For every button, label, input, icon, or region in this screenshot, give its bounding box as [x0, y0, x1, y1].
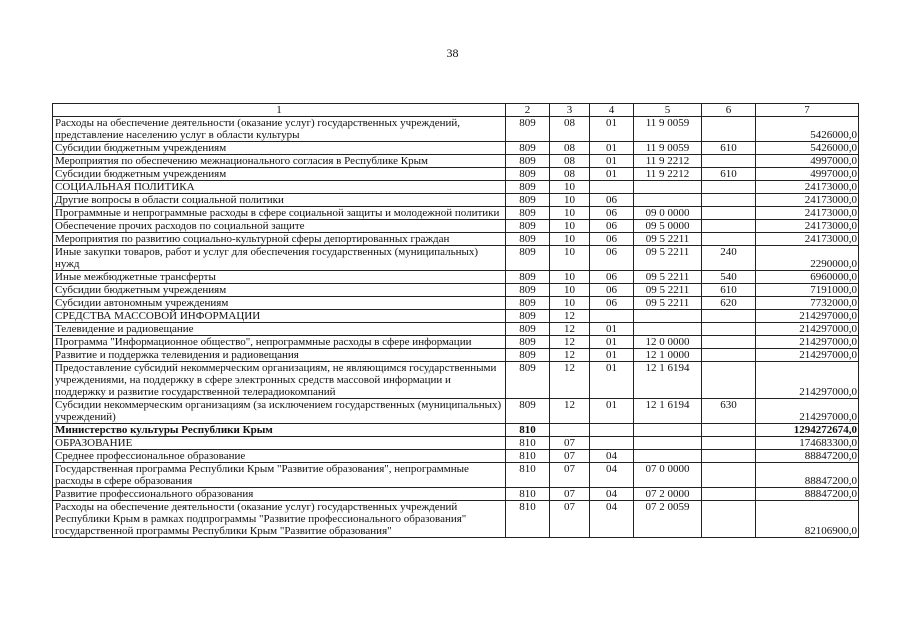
expense-type-cell: [702, 233, 756, 246]
expense-type-cell: [702, 362, 756, 399]
amount-cell: 88847200,0: [756, 463, 859, 488]
expense-type-cell: 610: [702, 284, 756, 297]
amount-cell: 214297000,0: [756, 349, 859, 362]
table-row: [53, 233, 859, 246]
expense-type-cell: [702, 323, 756, 336]
table-row: [53, 168, 859, 181]
expense-type-cell: 240: [702, 246, 756, 271]
row-name-cell: Расходы на обеспечение деятельности (оказание услуг) государственных учреждений Республики Крым в рамках подпрограммы "Развитие профессионального образования" государственной программы Республики Крым "Развитие образования": [53, 501, 506, 538]
target-article-cell: 12 0 0000: [634, 336, 702, 349]
table-row: [53, 271, 859, 284]
row-name-cell: Обеспечение прочих расходов по социальной защите: [53, 220, 506, 233]
section-code-cell: 12: [550, 336, 590, 349]
section-code-cell: 12: [550, 349, 590, 362]
amount-cell: 7191000,0: [756, 284, 859, 297]
ministry-code-cell: 809: [506, 349, 550, 362]
ministry-code-cell: 810: [506, 424, 550, 437]
subsection-code-cell: 06: [590, 271, 634, 284]
target-article-cell: 09 5 2211: [634, 246, 702, 271]
table-header-row: [53, 104, 859, 117]
subsection-code-cell: 06: [590, 233, 634, 246]
amount-cell: 214297000,0: [756, 399, 859, 424]
target-article-cell: 09 5 2211: [634, 297, 702, 310]
row-name-cell: Среднее профессиональное образование: [53, 450, 506, 463]
subsection-code-cell: [590, 424, 634, 437]
expense-type-cell: [702, 501, 756, 538]
header-cell: 5: [634, 104, 702, 117]
target-article-cell: 07 2 0000: [634, 488, 702, 501]
target-article-cell: 12 1 6194: [634, 362, 702, 399]
table-row: [53, 399, 859, 424]
subsection-code-cell: 01: [590, 142, 634, 155]
section-code-cell: 10: [550, 246, 590, 271]
subsection-code-cell: 01: [590, 336, 634, 349]
table-row: [53, 463, 859, 488]
amount-cell: 174683300,0: [756, 437, 859, 450]
row-name-cell: Другие вопросы в области социальной политики: [53, 194, 506, 207]
ministry-code-cell: 809: [506, 117, 550, 142]
expense-type-cell: [702, 207, 756, 220]
amount-cell: 214297000,0: [756, 362, 859, 399]
target-article-cell: [634, 437, 702, 450]
target-article-cell: 09 5 2211: [634, 284, 702, 297]
subsection-code-cell: 01: [590, 362, 634, 399]
row-name-cell: СОЦИАЛЬНАЯ ПОЛИТИКА: [53, 181, 506, 194]
expense-type-cell: [702, 424, 756, 437]
ministry-code-cell: 810: [506, 463, 550, 488]
row-name-cell: Иные межбюджетные трансферты: [53, 271, 506, 284]
ministry-code-cell: 809: [506, 168, 550, 181]
ministry-code-cell: 810: [506, 501, 550, 538]
header-cell: 6: [702, 104, 756, 117]
target-article-cell: [634, 181, 702, 194]
ministry-code-cell: 809: [506, 194, 550, 207]
expense-type-cell: 630: [702, 399, 756, 424]
amount-cell: 88847200,0: [756, 488, 859, 501]
amount-cell: 24173000,0: [756, 220, 859, 233]
table-row: [53, 194, 859, 207]
subsection-code-cell: 04: [590, 450, 634, 463]
target-article-cell: [634, 450, 702, 463]
table-row: [53, 155, 859, 168]
ministry-code-cell: 809: [506, 220, 550, 233]
expense-type-cell: [702, 117, 756, 142]
target-article-cell: 09 5 2211: [634, 233, 702, 246]
amount-cell: 6960000,0: [756, 271, 859, 284]
section-code-cell: 10: [550, 271, 590, 284]
table-row: [53, 117, 859, 142]
header-cell: 3: [550, 104, 590, 117]
row-name-cell: Субсидии бюджетным учреждениям: [53, 142, 506, 155]
section-code-cell: 10: [550, 207, 590, 220]
ministry-code-cell: 809: [506, 271, 550, 284]
expense-type-cell: 610: [702, 168, 756, 181]
expense-type-cell: [702, 349, 756, 362]
ministry-code-cell: 809: [506, 233, 550, 246]
table-row: [53, 488, 859, 501]
subsection-code-cell: 04: [590, 488, 634, 501]
amount-cell: 82106900,0: [756, 501, 859, 538]
subsection-code-cell: 04: [590, 501, 634, 538]
section-code-cell: 10: [550, 284, 590, 297]
target-article-cell: 11 9 2212: [634, 168, 702, 181]
row-name-cell: Субсидии некоммерческим организациям (за исключением государственных (муниципальных) учреждений): [53, 399, 506, 424]
row-name-cell: Иные закупки товаров, работ и услуг для обеспечения государственных (муниципальных) нужд: [53, 246, 506, 271]
target-article-cell: 11 9 0059: [634, 142, 702, 155]
budget-table: [52, 103, 859, 538]
subsection-code-cell: 06: [590, 246, 634, 271]
section-code-cell: 08: [550, 155, 590, 168]
subsection-code-cell: 01: [590, 399, 634, 424]
ministry-code-cell: 809: [506, 336, 550, 349]
amount-cell: 24173000,0: [756, 194, 859, 207]
expense-type-cell: [702, 220, 756, 233]
amount-cell: 5426000,0: [756, 117, 859, 142]
expense-type-cell: [702, 181, 756, 194]
amount-cell: 24173000,0: [756, 181, 859, 194]
header-cell: 7: [756, 104, 859, 117]
amount-cell: 24173000,0: [756, 207, 859, 220]
section-code-cell: 12: [550, 362, 590, 399]
table-row: [53, 323, 859, 336]
section-code-cell: 08: [550, 117, 590, 142]
header-cell: 4: [590, 104, 634, 117]
header-cell: 1: [53, 104, 506, 117]
ministry-code-cell: 809: [506, 323, 550, 336]
section-code-cell: 08: [550, 168, 590, 181]
table-row: [53, 336, 859, 349]
table-row: [53, 362, 859, 399]
target-article-cell: 09 0 0000: [634, 207, 702, 220]
section-code-cell: 12: [550, 310, 590, 323]
section-code-cell: 12: [550, 323, 590, 336]
table-row: [53, 437, 859, 450]
target-article-cell: 09 5 2211: [634, 271, 702, 284]
expense-type-cell: [702, 194, 756, 207]
ministry-code-cell: 809: [506, 284, 550, 297]
subsection-code-cell: [590, 437, 634, 450]
table-row: [53, 501, 859, 538]
row-name-cell: Субсидии бюджетным учреждениям: [53, 284, 506, 297]
target-article-cell: 12 1 0000: [634, 349, 702, 362]
row-name-cell: Государственная программа Республики Крым "Развитие образования", непрограммные расходы в сфере образования: [53, 463, 506, 488]
amount-cell: 214297000,0: [756, 336, 859, 349]
table-row: [53, 310, 859, 323]
expense-type-cell: 540: [702, 271, 756, 284]
amount-cell: 88847200,0: [756, 450, 859, 463]
subsection-code-cell: 01: [590, 168, 634, 181]
ministry-code-cell: 809: [506, 155, 550, 168]
section-code-cell: 08: [550, 142, 590, 155]
table-row: [53, 424, 859, 437]
subsection-code-cell: 06: [590, 194, 634, 207]
ministry-code-cell: 809: [506, 297, 550, 310]
amount-cell: 4997000,0: [756, 155, 859, 168]
page-number: 38: [446, 46, 459, 60]
target-article-cell: 12 1 6194: [634, 399, 702, 424]
table-row: [53, 450, 859, 463]
table-row: [53, 284, 859, 297]
expense-type-cell: [702, 310, 756, 323]
section-code-cell: 07: [550, 501, 590, 538]
ministry-code-cell: 809: [506, 362, 550, 399]
amount-cell: 214297000,0: [756, 310, 859, 323]
row-name-cell: Программа "Информационное общество", непрограммные расходы в сфере информации: [53, 336, 506, 349]
section-code-cell: 07: [550, 437, 590, 450]
section-code-cell: 12: [550, 399, 590, 424]
row-name-cell: Субсидии автономным учреждениям: [53, 297, 506, 310]
subsection-code-cell: 06: [590, 220, 634, 233]
subsection-code-cell: 04: [590, 463, 634, 488]
section-code-cell: 07: [550, 463, 590, 488]
row-name-cell: ОБРАЗОВАНИЕ: [53, 437, 506, 450]
ministry-code-cell: 809: [506, 399, 550, 424]
target-article-cell: [634, 424, 702, 437]
expense-type-cell: [702, 450, 756, 463]
subsection-code-cell: 06: [590, 207, 634, 220]
amount-cell: 214297000,0: [756, 323, 859, 336]
ministry-code-cell: 809: [506, 310, 550, 323]
expense-type-cell: 610: [702, 142, 756, 155]
amount-cell: 2290000,0: [756, 246, 859, 271]
target-article-cell: 09 5 0000: [634, 220, 702, 233]
amount-cell: 1294272674,0: [756, 424, 859, 437]
table-row: [53, 181, 859, 194]
subsection-code-cell: 01: [590, 155, 634, 168]
row-name-cell: Развитие и поддержка телевидения и радиовещания: [53, 349, 506, 362]
row-name-cell: Мероприятия по развитию социально-культурной сферы депортированных граждан: [53, 233, 506, 246]
expense-type-cell: [702, 463, 756, 488]
table-row: [53, 297, 859, 310]
table-row: [53, 246, 859, 271]
row-name-cell: СРЕДСТВА МАССОВОЙ ИНФОРМАЦИИ: [53, 310, 506, 323]
section-code-cell: 07: [550, 488, 590, 501]
target-article-cell: 11 9 2212: [634, 155, 702, 168]
amount-cell: 7732000,0: [756, 297, 859, 310]
section-code-cell: 10: [550, 194, 590, 207]
subsection-code-cell: 01: [590, 323, 634, 336]
section-code-cell: 10: [550, 297, 590, 310]
row-name-cell: Телевидение и радиовещание: [53, 323, 506, 336]
row-name-cell: Программные и непрограммные расходы в сфере социальной защиты и молодежной политики: [53, 207, 506, 220]
subsection-code-cell: 01: [590, 349, 634, 362]
target-article-cell: 07 2 0059: [634, 501, 702, 538]
table-row: [53, 207, 859, 220]
section-code-cell: 10: [550, 220, 590, 233]
ministry-code-cell: 809: [506, 142, 550, 155]
expense-type-cell: [702, 336, 756, 349]
expense-type-cell: 620: [702, 297, 756, 310]
section-code-cell: 10: [550, 181, 590, 194]
table-row: [53, 142, 859, 155]
ministry-code-cell: 809: [506, 246, 550, 271]
section-code-cell: [550, 424, 590, 437]
row-name-cell: Министерство культуры Республики Крым: [53, 424, 506, 437]
row-name-cell: Предоставление субсидий некоммерческим организациям, не являющимся государственными учреждениями, на поддержку в сфере электронных средств массовой информации и поддержку и развитие государственной телерадиокомпаний: [53, 362, 506, 399]
expense-type-cell: [702, 488, 756, 501]
target-article-cell: 07 0 0000: [634, 463, 702, 488]
row-name-cell: Мероприятия по обеспечению межнационального согласия в Республике Крым: [53, 155, 506, 168]
target-article-cell: [634, 323, 702, 336]
table-row: [53, 220, 859, 233]
subsection-code-cell: 01: [590, 117, 634, 142]
amount-cell: 24173000,0: [756, 233, 859, 246]
amount-cell: 5426000,0: [756, 142, 859, 155]
table-row: [53, 349, 859, 362]
ministry-code-cell: 810: [506, 437, 550, 450]
section-code-cell: 10: [550, 233, 590, 246]
header-cell: 2: [506, 104, 550, 117]
amount-cell: 4997000,0: [756, 168, 859, 181]
target-article-cell: [634, 310, 702, 323]
row-name-cell: Расходы на обеспечение деятельности (оказание услуг) государственных учреждений, представление населению услуг в области культуры: [53, 117, 506, 142]
ministry-code-cell: 809: [506, 181, 550, 194]
ministry-code-cell: 809: [506, 207, 550, 220]
expense-type-cell: [702, 155, 756, 168]
section-code-cell: 07: [550, 450, 590, 463]
ministry-code-cell: 810: [506, 488, 550, 501]
subsection-code-cell: 06: [590, 284, 634, 297]
expense-type-cell: [702, 437, 756, 450]
subsection-code-cell: [590, 310, 634, 323]
row-name-cell: Субсидии бюджетным учреждениям: [53, 168, 506, 181]
subsection-code-cell: 06: [590, 297, 634, 310]
ministry-code-cell: 810: [506, 450, 550, 463]
target-article-cell: [634, 194, 702, 207]
target-article-cell: 11 9 0059: [634, 117, 702, 142]
subsection-code-cell: [590, 181, 634, 194]
row-name-cell: Развитие профессионального образования: [53, 488, 506, 501]
